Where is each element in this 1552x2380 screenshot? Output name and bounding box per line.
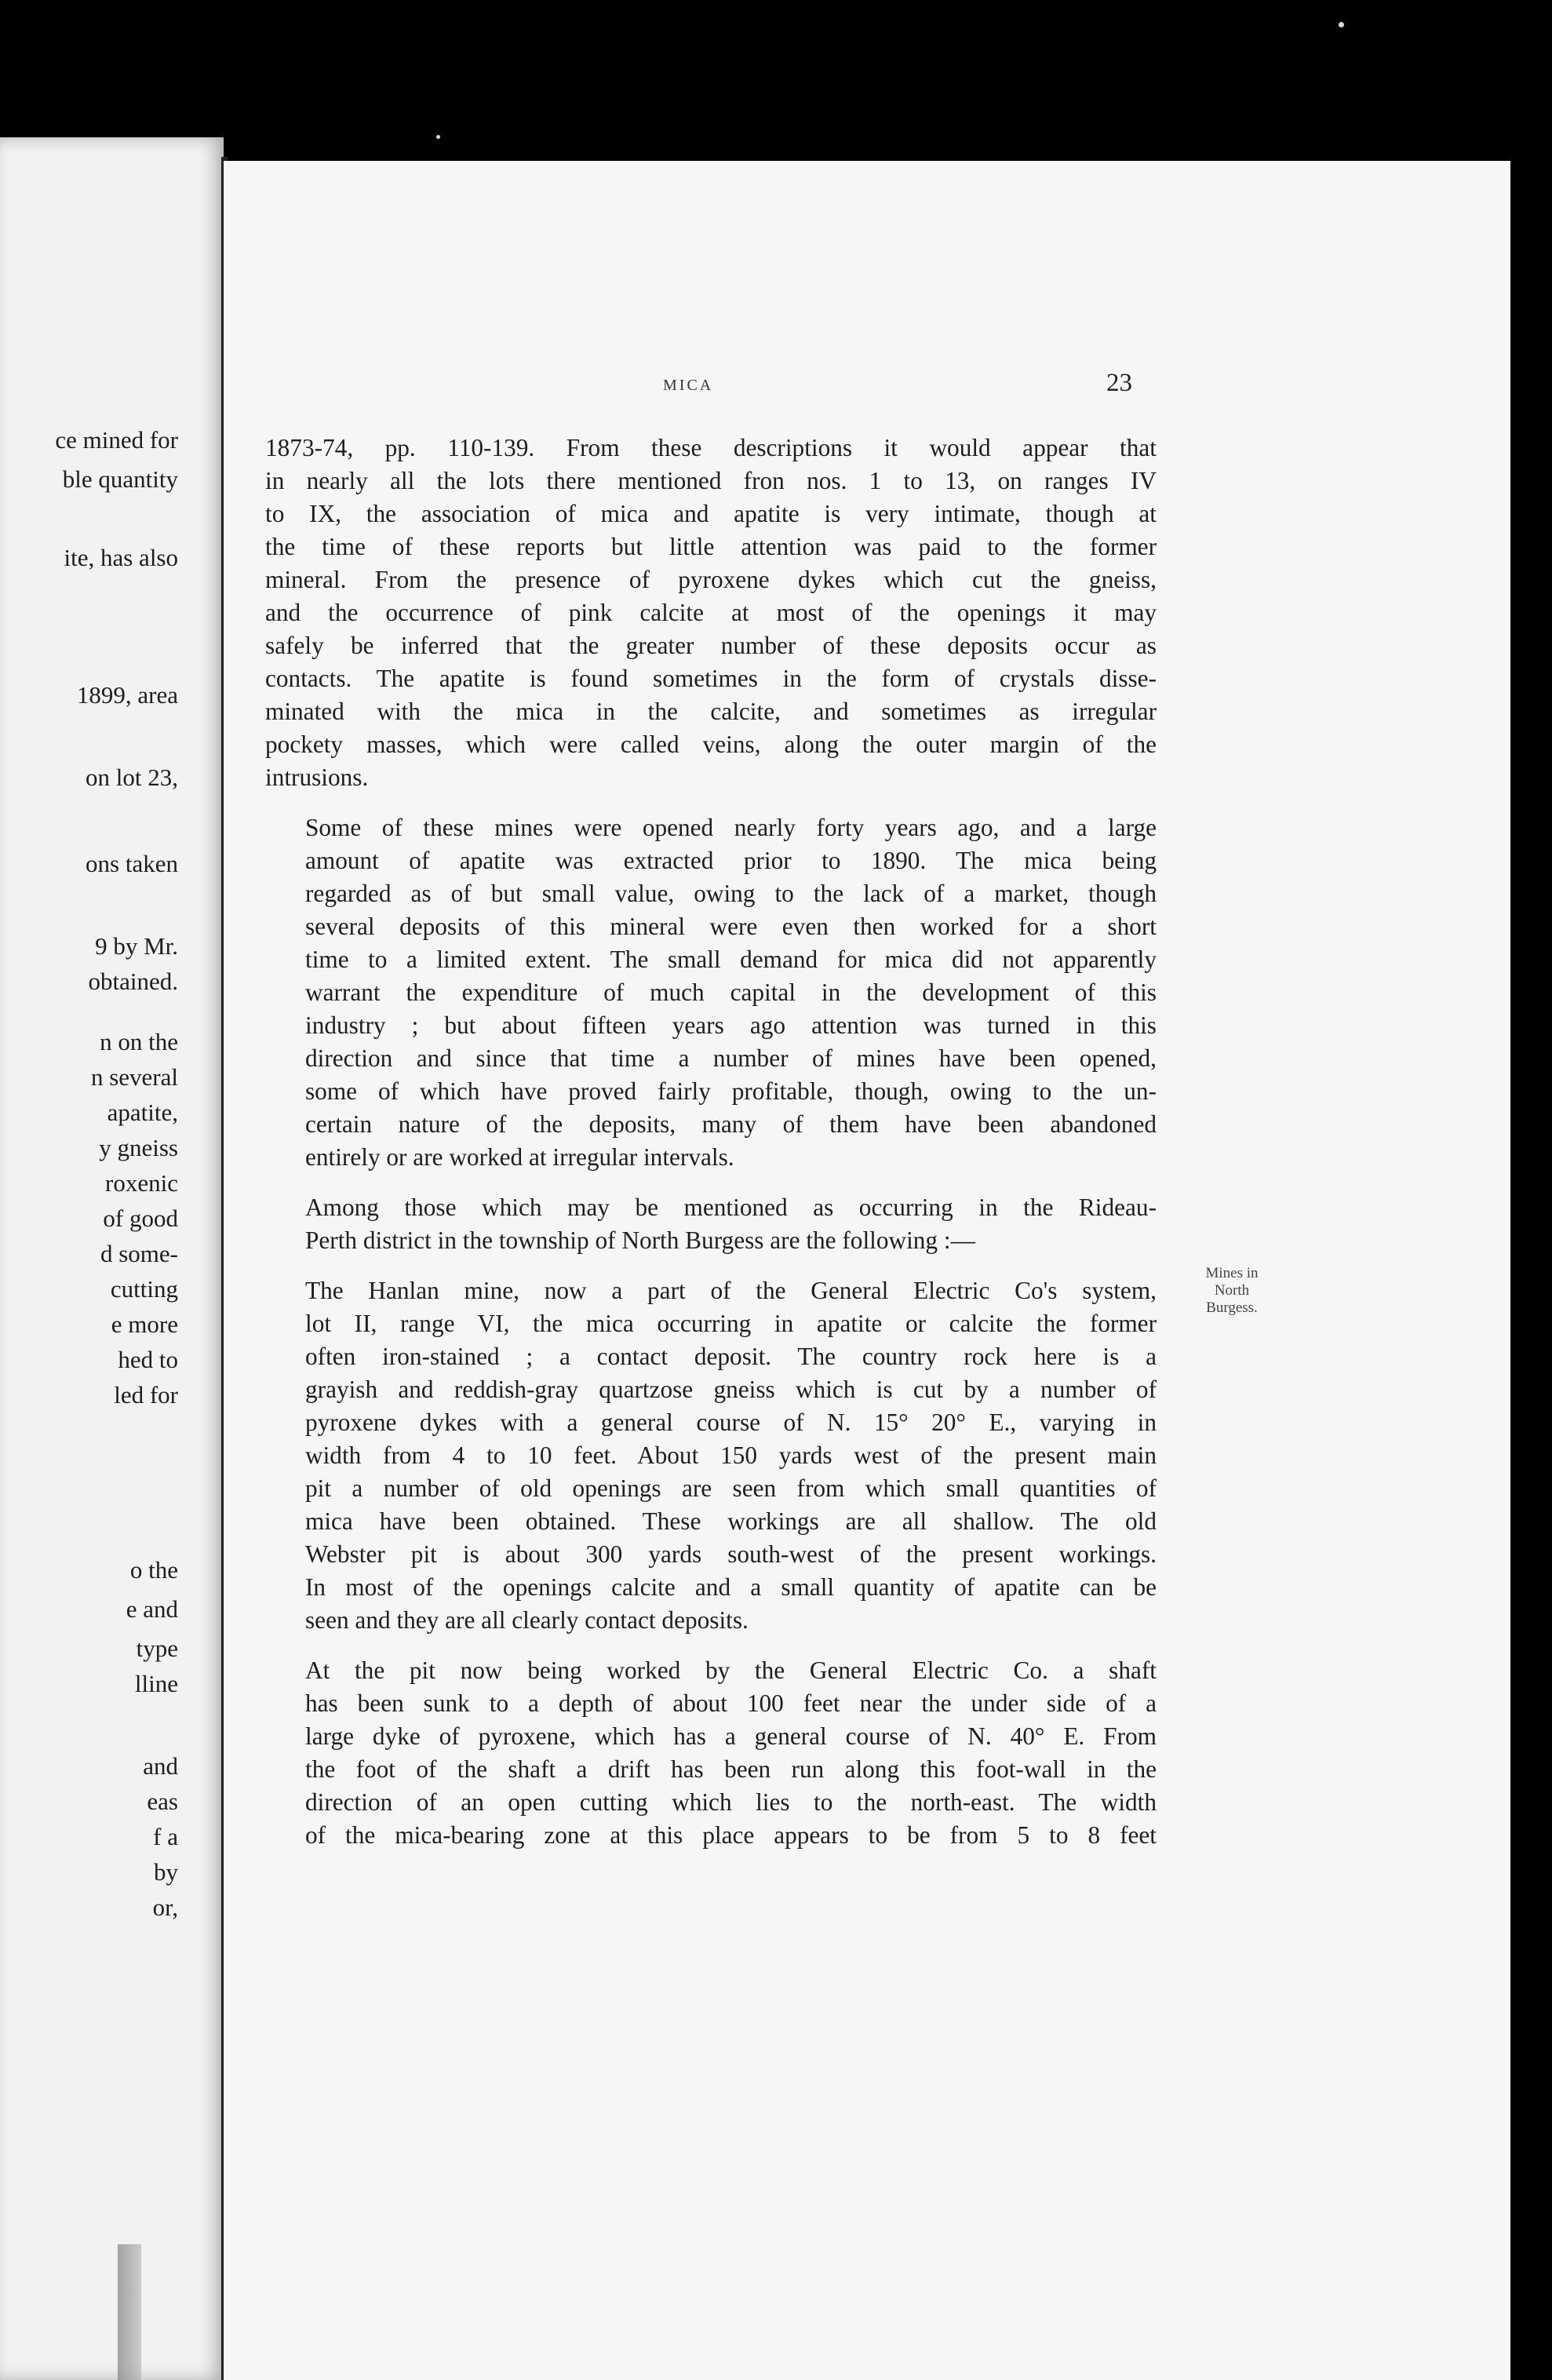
text-line: in nearly all the lots there mentioned fron nos. 1 to 13, on ranges IV: [265, 467, 1157, 494]
dust-speck: [436, 135, 440, 139]
left-page-line: on lot 23,: [86, 764, 178, 791]
text-line: the time of these reports but little attention was paid to the former: [265, 533, 1157, 560]
left-page-line: hed to: [118, 1346, 178, 1373]
side-note-line: North: [1214, 1282, 1250, 1299]
text-line: regarded as of but small value, owing to the lack of a market, though: [305, 880, 1157, 907]
side-note-line: Mines in: [1205, 1265, 1259, 1281]
text-line: direction and since that time a number of mines have been opened,: [305, 1044, 1157, 1072]
left-page-line: ble quantity: [62, 465, 178, 493]
text-line: width from 4 to 10 feet. About 150 yards west of the present main: [305, 1441, 1157, 1469]
paragraph: [265, 432, 1157, 794]
left-page-line: cutting: [110, 1275, 178, 1303]
side-note-line: Burgess.: [1206, 1299, 1258, 1316]
dust-speck: [1339, 22, 1344, 27]
left-page-line: and: [143, 1752, 178, 1780]
text-line: safely be inferred that the greater number of these deposits occur as: [265, 632, 1157, 659]
text-line: mica have been obtained. These workings are all shallow. The old: [305, 1507, 1157, 1535]
running-head: MICA: [663, 377, 714, 394]
text-line: Some of these mines were opened nearly forty years ago, and a large: [305, 814, 1157, 841]
left-page: [0, 137, 224, 2380]
left-page-line: apatite,: [107, 1099, 178, 1126]
left-page-line: n several: [90, 1063, 178, 1091]
left-page-line: n on the: [100, 1028, 178, 1055]
left-page-line: o the: [129, 1556, 178, 1584]
text-line: industry ; but about fifteen years ago attention was turned in this: [305, 1011, 1157, 1039]
text-line: minated with the mica in the calcite, and sometimes as irregular: [265, 698, 1157, 725]
text-line: The Hanlan mine, now a part of the General Electric Co's system,: [305, 1277, 1157, 1304]
paragraph: [265, 1274, 1157, 1637]
left-page-line: 1899, area: [76, 681, 178, 709]
text-line: mineral. From the presence of pyroxene dykes which cut the gneiss,: [265, 566, 1157, 593]
paragraph: [265, 1191, 1157, 1257]
text-line: the foot of the shaft a drift has been run along this foot-wall in the: [305, 1755, 1157, 1783]
left-page-line: type: [136, 1635, 178, 1662]
left-page-line: 9 by Mr.: [95, 932, 178, 960]
body-text: [265, 432, 1157, 1869]
text-line: certain nature of the deposits, many of them have been abandoned: [305, 1110, 1157, 1138]
text-line: some of which have proved fairly profitable, though, owing to the un-: [305, 1077, 1157, 1105]
left-page-line: ce mined for: [55, 426, 178, 454]
text-line: 1873-74, pp. 110-139. From these descriptions it would appear that: [265, 434, 1157, 461]
page-edge-shadow: [118, 2244, 141, 2380]
left-page-line: y gneiss: [99, 1134, 178, 1161]
text-line: amount of apatite was extracted prior to 1890. The mica being: [305, 847, 1157, 874]
text-line: pyroxene dykes with a general course of N. 15° 20° E., varying in: [305, 1409, 1157, 1436]
text-line: grayish and reddish-gray quartzose gneiss which is cut by a number of: [305, 1376, 1157, 1403]
left-page-line: eas: [147, 1788, 178, 1815]
text-line: In most of the openings calcite and a small quantity of apatite can be: [305, 1573, 1157, 1601]
text-line: entirely or are worked at irregular intervals.: [305, 1143, 734, 1171]
left-page-line: roxenic: [105, 1169, 178, 1197]
text-line: contacts. The apatite is found sometimes in the form of crystals disse-: [265, 665, 1157, 692]
text-line: pockety masses, which were called veins, along the outer margin of the: [265, 731, 1157, 758]
text-line: to IX, the association of mica and apatite is very intimate, though at: [265, 500, 1157, 527]
left-page-line: ite, has also: [64, 544, 178, 571]
text-line: intrusions.: [265, 764, 369, 791]
side-note: [1173, 1265, 1291, 1317]
paragraph: [265, 1654, 1157, 1852]
text-line: several deposits of this mineral were even then worked for a short: [305, 913, 1157, 940]
text-line: warrant the expenditure of much capital in the development of this: [305, 979, 1157, 1006]
text-line: and the occurrence of pink calcite at most of the openings it may: [265, 599, 1157, 626]
text-line: time to a limited extent. The small demand for mica did not apparently: [305, 946, 1157, 973]
left-page-line: obtained.: [88, 968, 178, 995]
left-page-line: f a: [153, 1823, 178, 1850]
text-line: of the mica-bearing zone at this place appears to be from 5 to 8 feet: [305, 1821, 1157, 1849]
text-line: has been sunk to a depth of about 100 feet near the under side of a: [305, 1689, 1157, 1717]
left-page-line: or,: [152, 1893, 178, 1921]
left-page-line: e and: [126, 1595, 178, 1623]
text-line: direction of an open cutting which lies to the north-east. The width: [305, 1788, 1157, 1816]
left-page-line: of good: [103, 1205, 178, 1232]
left-page-line: lline: [134, 1670, 178, 1697]
text-line: Webster pit is about 300 yards south-west of the present workings.: [305, 1540, 1157, 1568]
text-line: often iron-stained ; a contact deposit. The country rock here is a: [305, 1343, 1157, 1370]
paragraph: [265, 811, 1157, 1174]
left-page-line: ons taken: [86, 850, 178, 877]
text-line: lot II, range VI, the mica occurring in apatite or calcite the former: [305, 1310, 1157, 1337]
left-page-line: by: [154, 1858, 178, 1886]
text-line: large dyke of pyroxene, which has a general course of N. 40° E. From: [305, 1722, 1157, 1750]
text-line: Among those which may be mentioned as occurring in the Rideau-: [305, 1194, 1157, 1221]
left-page-line: d some-: [100, 1240, 178, 1267]
text-line: At the pit now being worked by the General Electric Co. a shaft: [305, 1657, 1157, 1684]
page-number: 23: [1106, 369, 1132, 397]
left-page-line: led for: [114, 1381, 178, 1409]
text-line: Perth district in the township of North Burgess are the following :—: [305, 1226, 975, 1254]
text-line: pit a number of old openings are seen from which small quantities of: [305, 1474, 1157, 1502]
left-page-line: e more: [111, 1310, 178, 1338]
text-line: seen and they are all clearly contact deposits.: [305, 1606, 749, 1634]
